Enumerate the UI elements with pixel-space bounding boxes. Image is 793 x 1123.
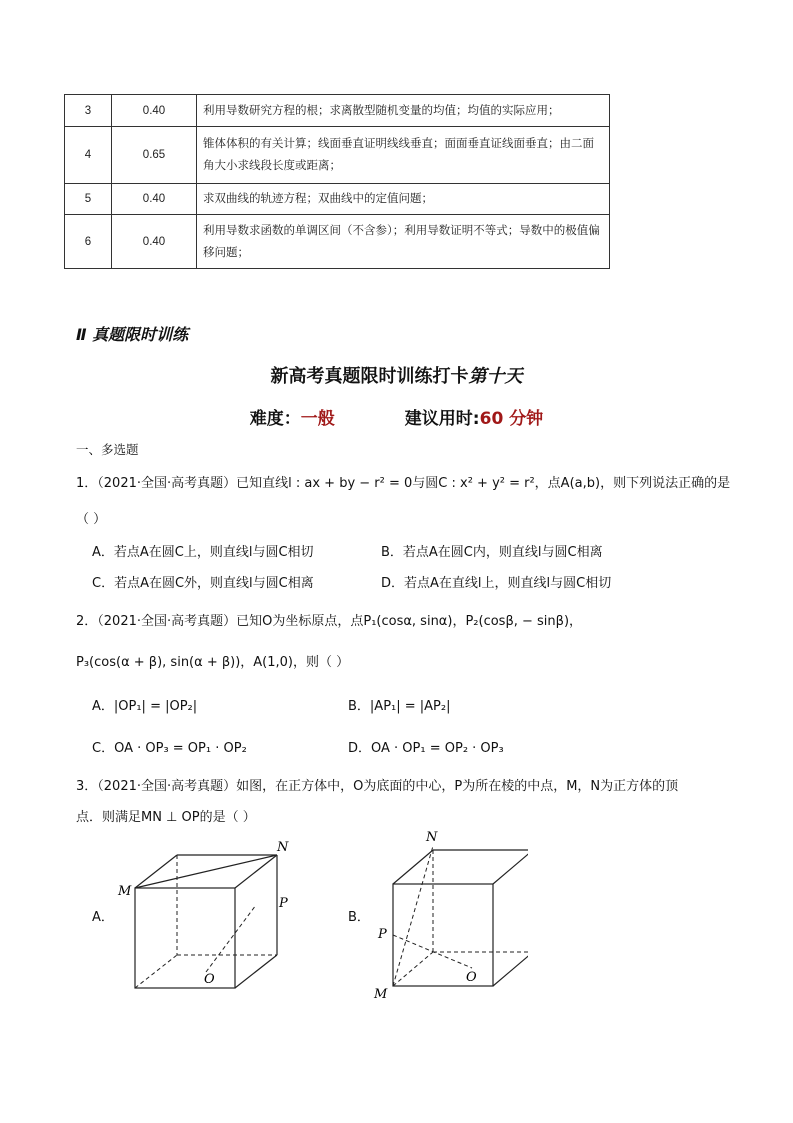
row-content: 锥体体积的有关计算；线面垂直证明线线垂直；面面垂直证线面垂直；由二面角大小求线段长度或距离； [197,127,610,184]
point-n-label: N [277,840,289,855]
q2-option-d: D．OA · OP₁ = OP₂ · OP₃ [348,741,504,756]
question-type-heading: 一、多选题 [76,442,139,457]
q3-cube-figure-b [368,826,528,1006]
row-value: 0.40 [112,95,197,127]
time-value: 60 分钟 [479,409,544,429]
table-row [65,215,610,269]
row-value: 0.40 [112,215,197,269]
table-row [65,95,610,127]
row-number: 6 [65,215,112,269]
q3-figure-b-label: B． [348,910,370,925]
point-m-label: M [118,884,132,899]
cube-hidden-edge [135,955,177,988]
row-value: 0.40 [112,184,197,215]
point-m-label: M [374,987,388,1002]
q1-option-c: C．若点A在圆C外，则直线l与圆C相离 [92,576,314,591]
q1-option-a: A．若点A在圆C上，则直线l与圆C相切 [92,545,314,560]
row-content: 利用导数研究方程的根；求离散型随机变量的均值；均值的实际应用； [197,95,610,127]
row-number: 3 [65,95,112,127]
row-value: 0.65 [112,127,197,184]
segment-op [206,905,256,972]
q1-option-d: D．若点A在直线l上，则直线l与圆C相切 [381,576,612,591]
q1-paren: （ ） [76,512,107,527]
difficulty-row [0,404,793,429]
difficulty-value: 一般 [300,409,335,429]
table-row [65,184,610,215]
cube-hidden-edge [393,952,433,986]
point-o-label: O [466,970,477,985]
q2-option-c: C．OA · OP₃ = OP₁ · OP₂ [92,741,247,756]
cube-edge [235,955,277,988]
point-o-label: O [204,972,215,987]
knowledge-table-wrap [64,94,610,269]
section-title: Ⅱ 真题限时训练 [76,325,189,344]
row-number: 5 [65,184,112,215]
cube-front-face [393,884,493,986]
cube-edge [393,850,433,884]
row-content: 求双曲线的轨迹方程；双曲线中的定值问题； [197,184,610,215]
row-number: 4 [65,127,112,184]
q3-stem: 3．（2021·全国·高考真题）如图，在正方体中，O为底面的中心，P为所在棱的中点，M，N为正方体的顶 [76,779,679,794]
table-row [65,127,610,184]
q1-stem: 1．（2021·全国·高考真题）已知直线l : ax + by − r² = 0与圆C : x² + y² = r²，点A(a,b)，则下列说法正确的是 [76,476,731,491]
q2-stem-2: P₃(cos(α + β), sin(α + β))，A(1,0)，则（ ） [76,655,350,670]
q3-figure-a-label: A． [92,910,114,925]
q3-cube-figure-a [110,835,300,995]
point-p-label: P [279,896,288,911]
q2-option-a: A．|OP₁| = |OP₂| [92,699,198,714]
cube-front-face [135,888,235,988]
cube-edge [493,952,528,986]
q1-option-b: B．若点A在圆C内，则直线l与圆C相离 [381,545,603,560]
page-title-main: 新高考真题限时训练打卡 [270,366,469,387]
knowledge-table [64,94,610,269]
page-title [0,362,793,388]
page-title-day: 第十天 [468,366,523,387]
difficulty-label: 难度： [249,409,301,429]
q2-option-b: B．|AP₁| = |AP₂| [348,699,451,714]
segment-op [393,935,472,968]
cube-edge [493,850,528,884]
point-n-label: N [426,830,438,845]
q2-stem: 2．（2021·全国·高考真题）已知O为坐标原点，点P₁(cosα, sinα)，P₂(cosβ, − sinβ)， [76,614,583,629]
q3-stem-2: 点．则满足MN ⊥ OP的是（ ） [76,810,256,825]
row-content: 利用导数求函数的单调区间（不含参）；利用导数证明不等式；导数中的极值偏移问题； [197,215,610,269]
point-p-label: P [378,927,387,942]
time-label: 建议用时: [404,409,480,429]
